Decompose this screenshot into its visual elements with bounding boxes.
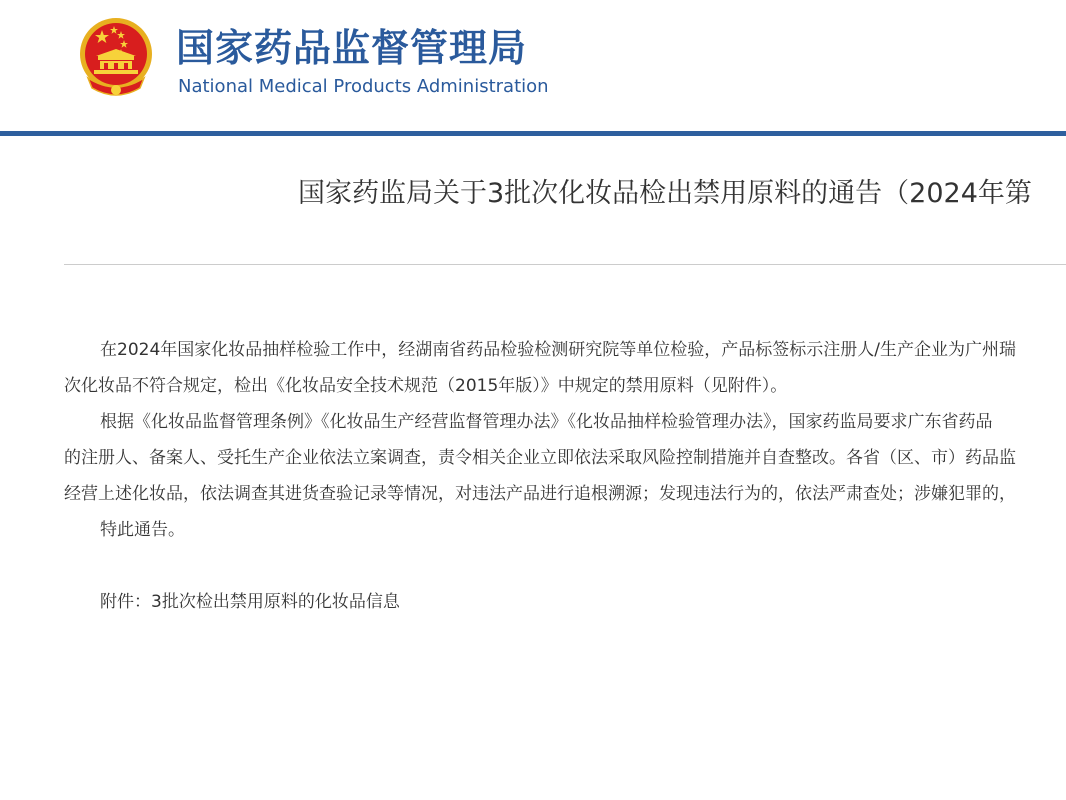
site-title-en[interactable]: National Medical Products Administration — [178, 76, 549, 97]
title-divider — [64, 264, 1066, 265]
article-title: 国家药监局关于3批次化妆品检出禁用原料的通告（2024年第 — [298, 178, 1032, 209]
paragraph-line: 在2024年国家化妆品抽样检验工作中，经湖南省药品检验检测研究院等单位检验，产品标签标示注册人/生产企业为广州瑞 — [100, 340, 1016, 360]
spacer — [64, 548, 1066, 584]
paragraph-line: 的注册人、备案人、受托生产企业依法立案调查，责令相关企业立即依法采取风险控制措施并自查整改。各省（区、市）药品监 — [64, 448, 1016, 468]
national-emblem-icon[interactable] — [78, 16, 154, 98]
paragraph-line: 经营上述化妆品，依法调查其进货查验记录等情况，对违法产品进行追根溯源；发现违法行为的，依法严肃查处；涉嫌犯罪的， — [64, 484, 1016, 504]
header-divider-bar — [0, 131, 1066, 136]
site-header — [0, 0, 1066, 132]
paragraph-line: 根据《化妆品监督管理条例》《化妆品生产经营监督管理办法》《化妆品抽样检验管理办法》，国家药监局要求广东省药品 — [100, 412, 993, 432]
site-title-cn[interactable]: 国家药品监督管理局 — [176, 26, 528, 70]
closing-line: 特此通告。 — [100, 520, 185, 540]
attachment-link[interactable]: 附件：3批次检出禁用原料的化妆品信息 — [100, 592, 400, 612]
article-body — [64, 332, 1066, 620]
paragraph-line: 次化妆品不符合规定，检出《化妆品安全技术规范（2015年版）》中规定的禁用原料（见附件）。 — [64, 376, 788, 396]
